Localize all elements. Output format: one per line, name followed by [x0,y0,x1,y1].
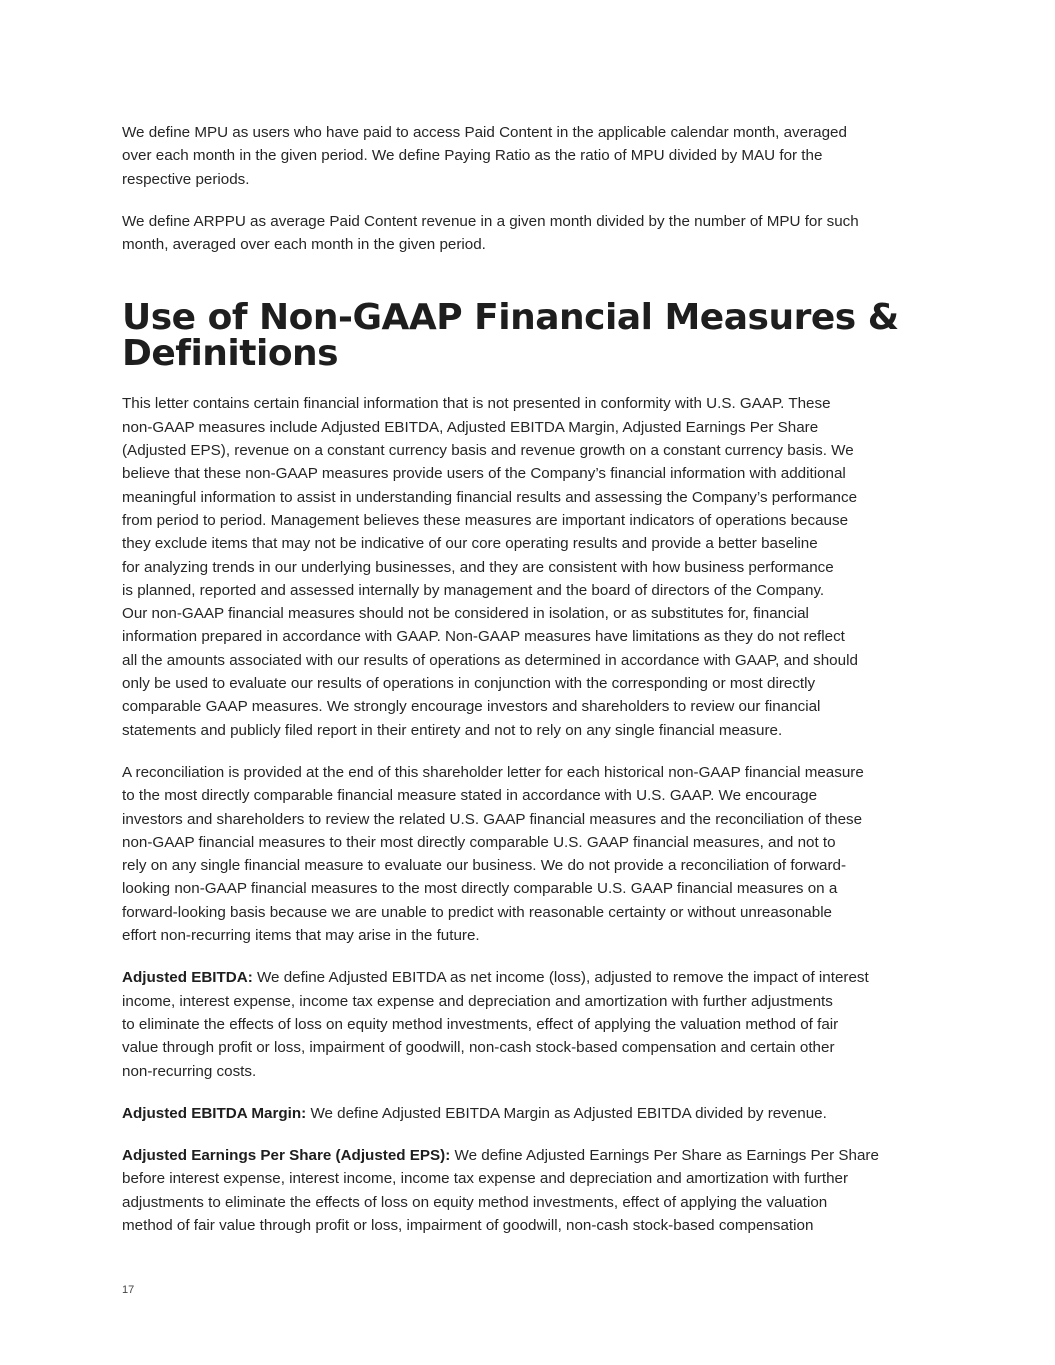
text-line: over each month in the given period. We define Paying Ratio as the ratio of MPU divided by MAU for the [122,147,823,165]
definition-text: We define Adjusted Earnings Per Share as Earnings Per Share [450,1147,879,1165]
text-line: rely on any single financial measure to evaluate our business. We do not provide a reconciliation of forward- [122,857,847,875]
text-line: all the amounts associated with our results of operations as determined in accordance with GAAP, and should [122,651,858,669]
text-line: looking non-GAAP financial measures to the most directly comparable U.S. GAAP financial measures on a [122,880,838,898]
paragraph [122,210,952,257]
text-line: believe that these non-GAAP measures provide users of the Company’s financial information with additional [122,465,846,483]
definition-text: We define Adjusted EBITDA Margin as Adjusted EBITDA divided by revenue. [306,1104,827,1122]
text-line: We define ARPPU as average Paid Content revenue in a given month divided by the number of MPU for such [122,212,859,230]
section-heading [122,297,952,375]
paragraph [122,761,952,947]
text-line: This letter contains certain financial information that is not presented in conformity with U.S. GAAP. These [122,395,831,413]
text-line: method of fair value through profit or loss, impairment of goodwill, non-cash stock-based compensation [122,1216,814,1234]
heading-line: Definitions [122,333,339,375]
text-line [122,1102,952,1125]
text-line: We define MPU as users who have paid to access Paid Content in the applicable calendar month, averaged [122,124,847,141]
text-line: non-recurring costs. [122,1062,257,1080]
text-line: before interest expense, interest income, income tax expense and depreciation and amortization with further [122,1170,849,1188]
body-section [122,392,952,947]
paragraph [122,121,952,191]
text-line: value through profit or loss, impairment of goodwill, non-cash stock-based compensation and certain other [122,1039,835,1057]
text-line: effort non-recurring items that may arise in the future. [122,927,480,945]
document-page [122,121,952,1256]
text-line: respective periods. [122,170,250,188]
text-line: for analyzing trends in our underlying businesses, and they are consistent with how business performance [122,558,834,576]
text-line [122,1144,952,1167]
text-line: to the most directly comparable financial measure stated in accordance with U.S. GAAP. We encourage [122,787,818,805]
text-line: is planned, reported and assessed internally by management and the board of directors of the Company. [122,581,825,599]
text-line: A reconciliation is provided at the end of this shareholder letter for each historical non-GAAP financial measure [122,763,864,781]
text-line [122,966,952,989]
text-line: information prepared in accordance with GAAP. Non-GAAP measures have limitations as they do not reflect [122,628,845,646]
text-line: statements and publicly filed report in their entirety and not to rely on any single financial measure. [122,721,783,739]
definition-paragraph [122,1102,952,1125]
text-line: forward-looking basis because we are unable to predict with reasonable certainty or without unreasonable [122,903,833,921]
text-line: meaningful information to assist in understanding financial results and assessing the Company’s performance [122,488,858,506]
text-line: income, interest expense, income tax expense and depreciation and amortization with further adjustments [122,992,833,1010]
paragraph [122,392,952,741]
definition-paragraph [122,966,952,1082]
intro-section [122,121,952,256]
text-line: from period to period. Management believes these measures are important indicators of operations because [122,511,849,529]
text-line: Our non-GAAP financial measures should not be considered in isolation, or as substitutes for, financial [122,605,809,623]
text-line: non-GAAP measures include Adjusted EBITDA, Adjusted EBITDA Margin, Adjusted Earnings Per Share [122,418,819,436]
text-line: investors and shareholders to review the related U.S. GAAP financial measures and the reconciliation of these [122,810,863,828]
definition-paragraph [122,1144,952,1237]
text-line: comparable GAAP measures. We strongly encourage investors and shareholders to review our financial [122,698,821,716]
text-line: only be used to evaluate our results of operations in conjunction with the corresponding or most directly [122,675,816,693]
definitions-section [122,966,952,1237]
definition-term: Adjusted EBITDA Margin: [122,1104,307,1122]
definition-text: We define Adjusted EBITDA as net income (loss), adjusted to remove the impact of interest [252,969,869,987]
text-line: to eliminate the effects of loss on equity method investments, effect of applying the valuation method of fair [122,1015,839,1033]
text-line: they exclude items that may not be indicative of our core operating results and provide a better baseline [122,535,818,553]
text-line: adjustments to eliminate the effects of loss on equity method investments, effect of applying the valuation [122,1193,828,1211]
definition-term: Adjusted Earnings Per Share (Adjusted EPS): [122,1147,451,1165]
text-line: month, averaged over each month in the given period. [122,236,486,254]
definition-term: Adjusted EBITDA: [122,969,253,987]
text-line: non-GAAP financial measures to their most directly comparable U.S. GAAP financial measures, and not to [122,833,836,851]
page-number: 17 [122,1284,135,1296]
text-line: (Adjusted EPS), revenue on a constant currency basis and revenue growth on a constant currency basis. We [122,442,854,460]
heading-line: Use of Non-GAAP Financial Measures & [122,297,899,339]
